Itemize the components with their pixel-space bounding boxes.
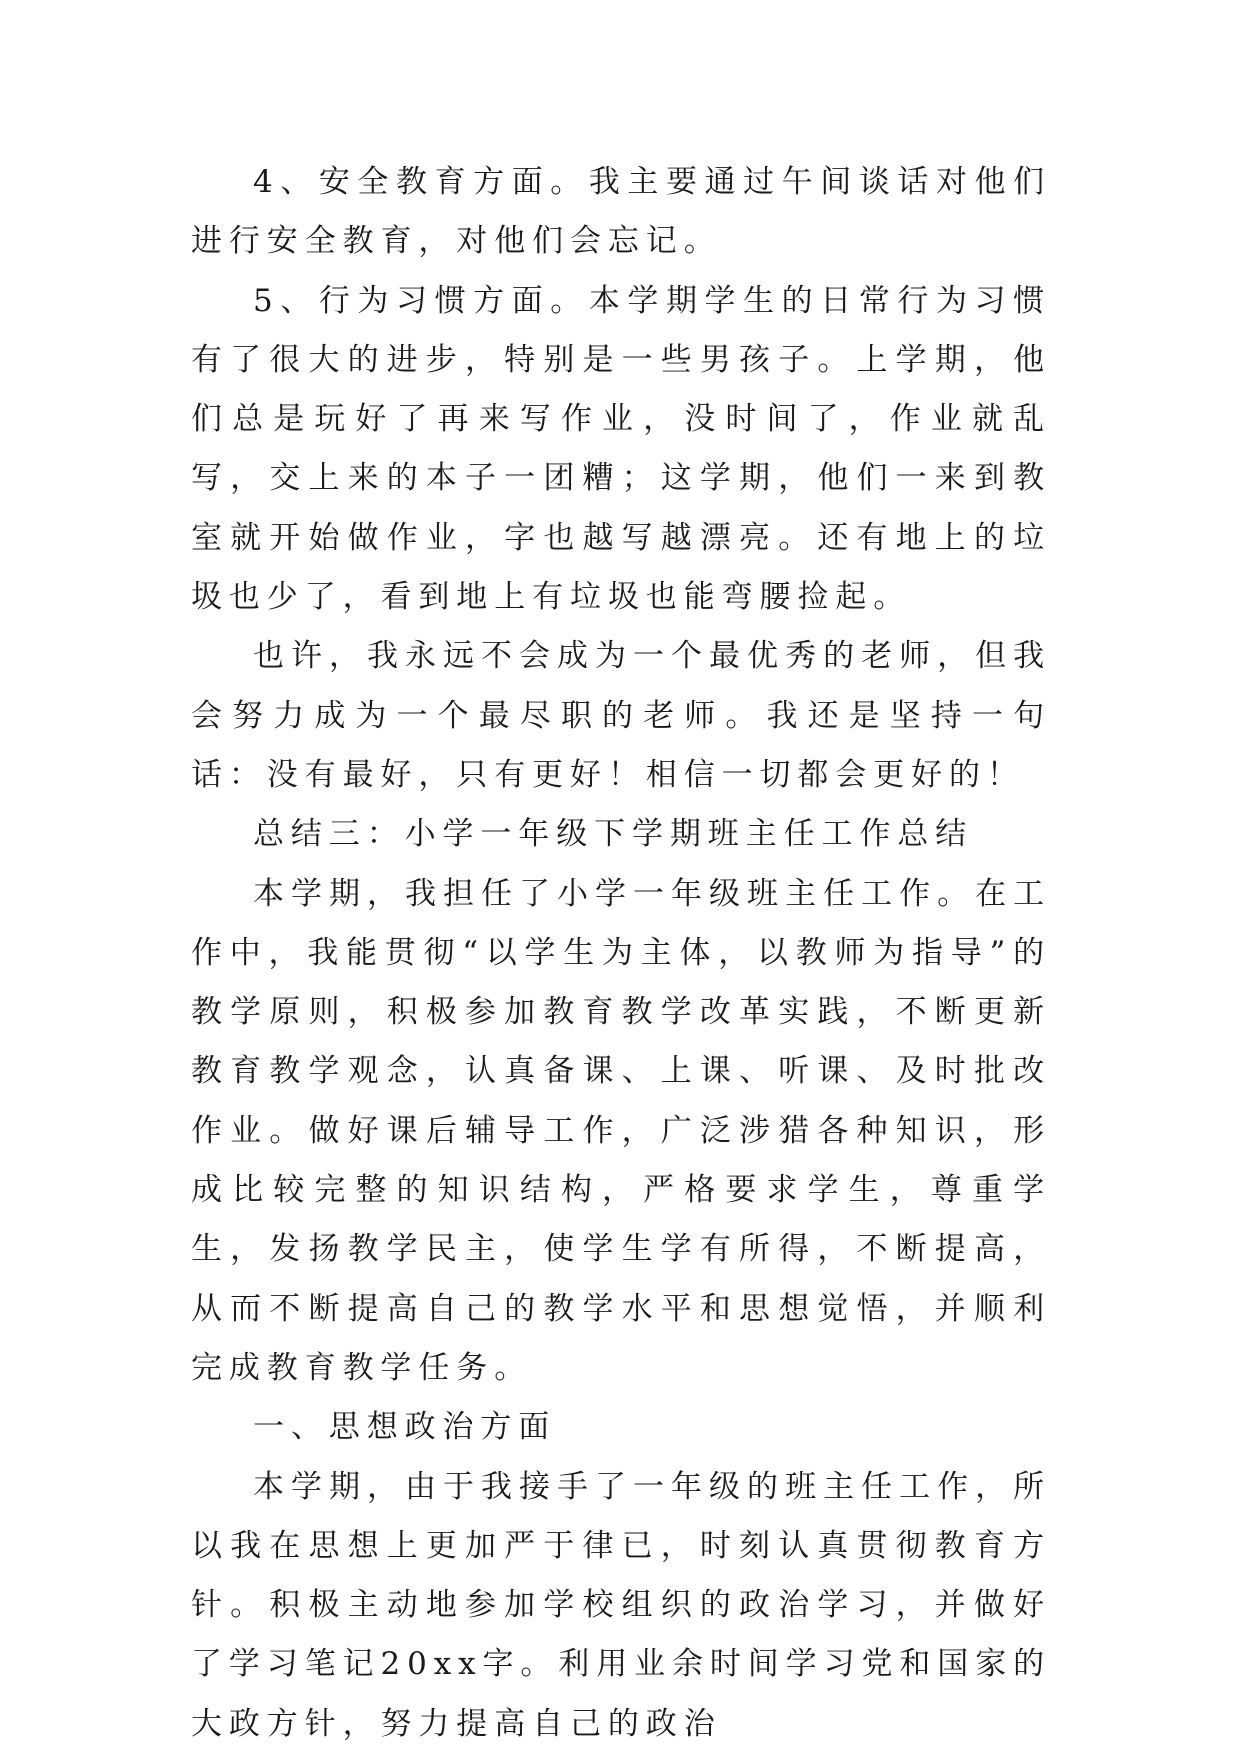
paragraph-semester-overview: 本学期，我担任了小学一年级班主任工作。在工作中，我能贯彻“以学生为主体，以教师为指导”的教学原则，积极参加教育教学改革实践，不断更新教育教学观念，认真备课、上课、听课、及时批改作业。做好课后辅导工作，广泛涉猎各种知识，形成比较完整的知识结构，严格要求学生，尊重学生，发扬教学民主，使学生学有所得，不断提高，从而不断提高自己的教学水平和思想觉悟，并顺利完成教育教学任务。 <box>191 875 1051 1386</box>
section-heading-summary-three: 总结三：小学一年级下学期班主任工作总结 <box>253 816 974 853</box>
paragraph-teacher-resolve: 也许，我永远不会成为一个最优秀的老师，但我会努力成为一个最尽职的老师。我还是坚持一句话：没有最好，只有更好！相信一切都会更好的！ <box>191 638 1051 793</box>
document-body <box>191 153 1051 1754</box>
section-heading-political-thought: 一、思想政治方面 <box>253 1409 557 1446</box>
paragraph-political-study: 本学期，由于我接手了一年级的班主任工作，所以我在思想上更加严于律已，时刻认真贯彻教育方针。积极主动地参加学校组织的政治学习，并做好了学习笔记20xx字。利用业余时间学习党和国家的大政方针，努力提高自己的政治 <box>191 1468 1052 1742</box>
paragraph-safety-education: 4、安全教育方面。我主要通过午间谈话对他们进行安全教育，对他们会忘记。 <box>191 164 1051 260</box>
paragraph-behavior-habits: 5、行为习惯方面。本学期学生的日常行为习惯有了很大的进步，特别是一些男孩子。上学期，他们总是玩好了再来写作业，没时间了，作业就乱写，交上来的本子一团糟；这学期，他们一来到教室就开始做作业，字也越写越漂亮。还有地上的垃圾也少了，看到地上有垃圾也能弯腰捡起。 <box>191 282 1051 616</box>
